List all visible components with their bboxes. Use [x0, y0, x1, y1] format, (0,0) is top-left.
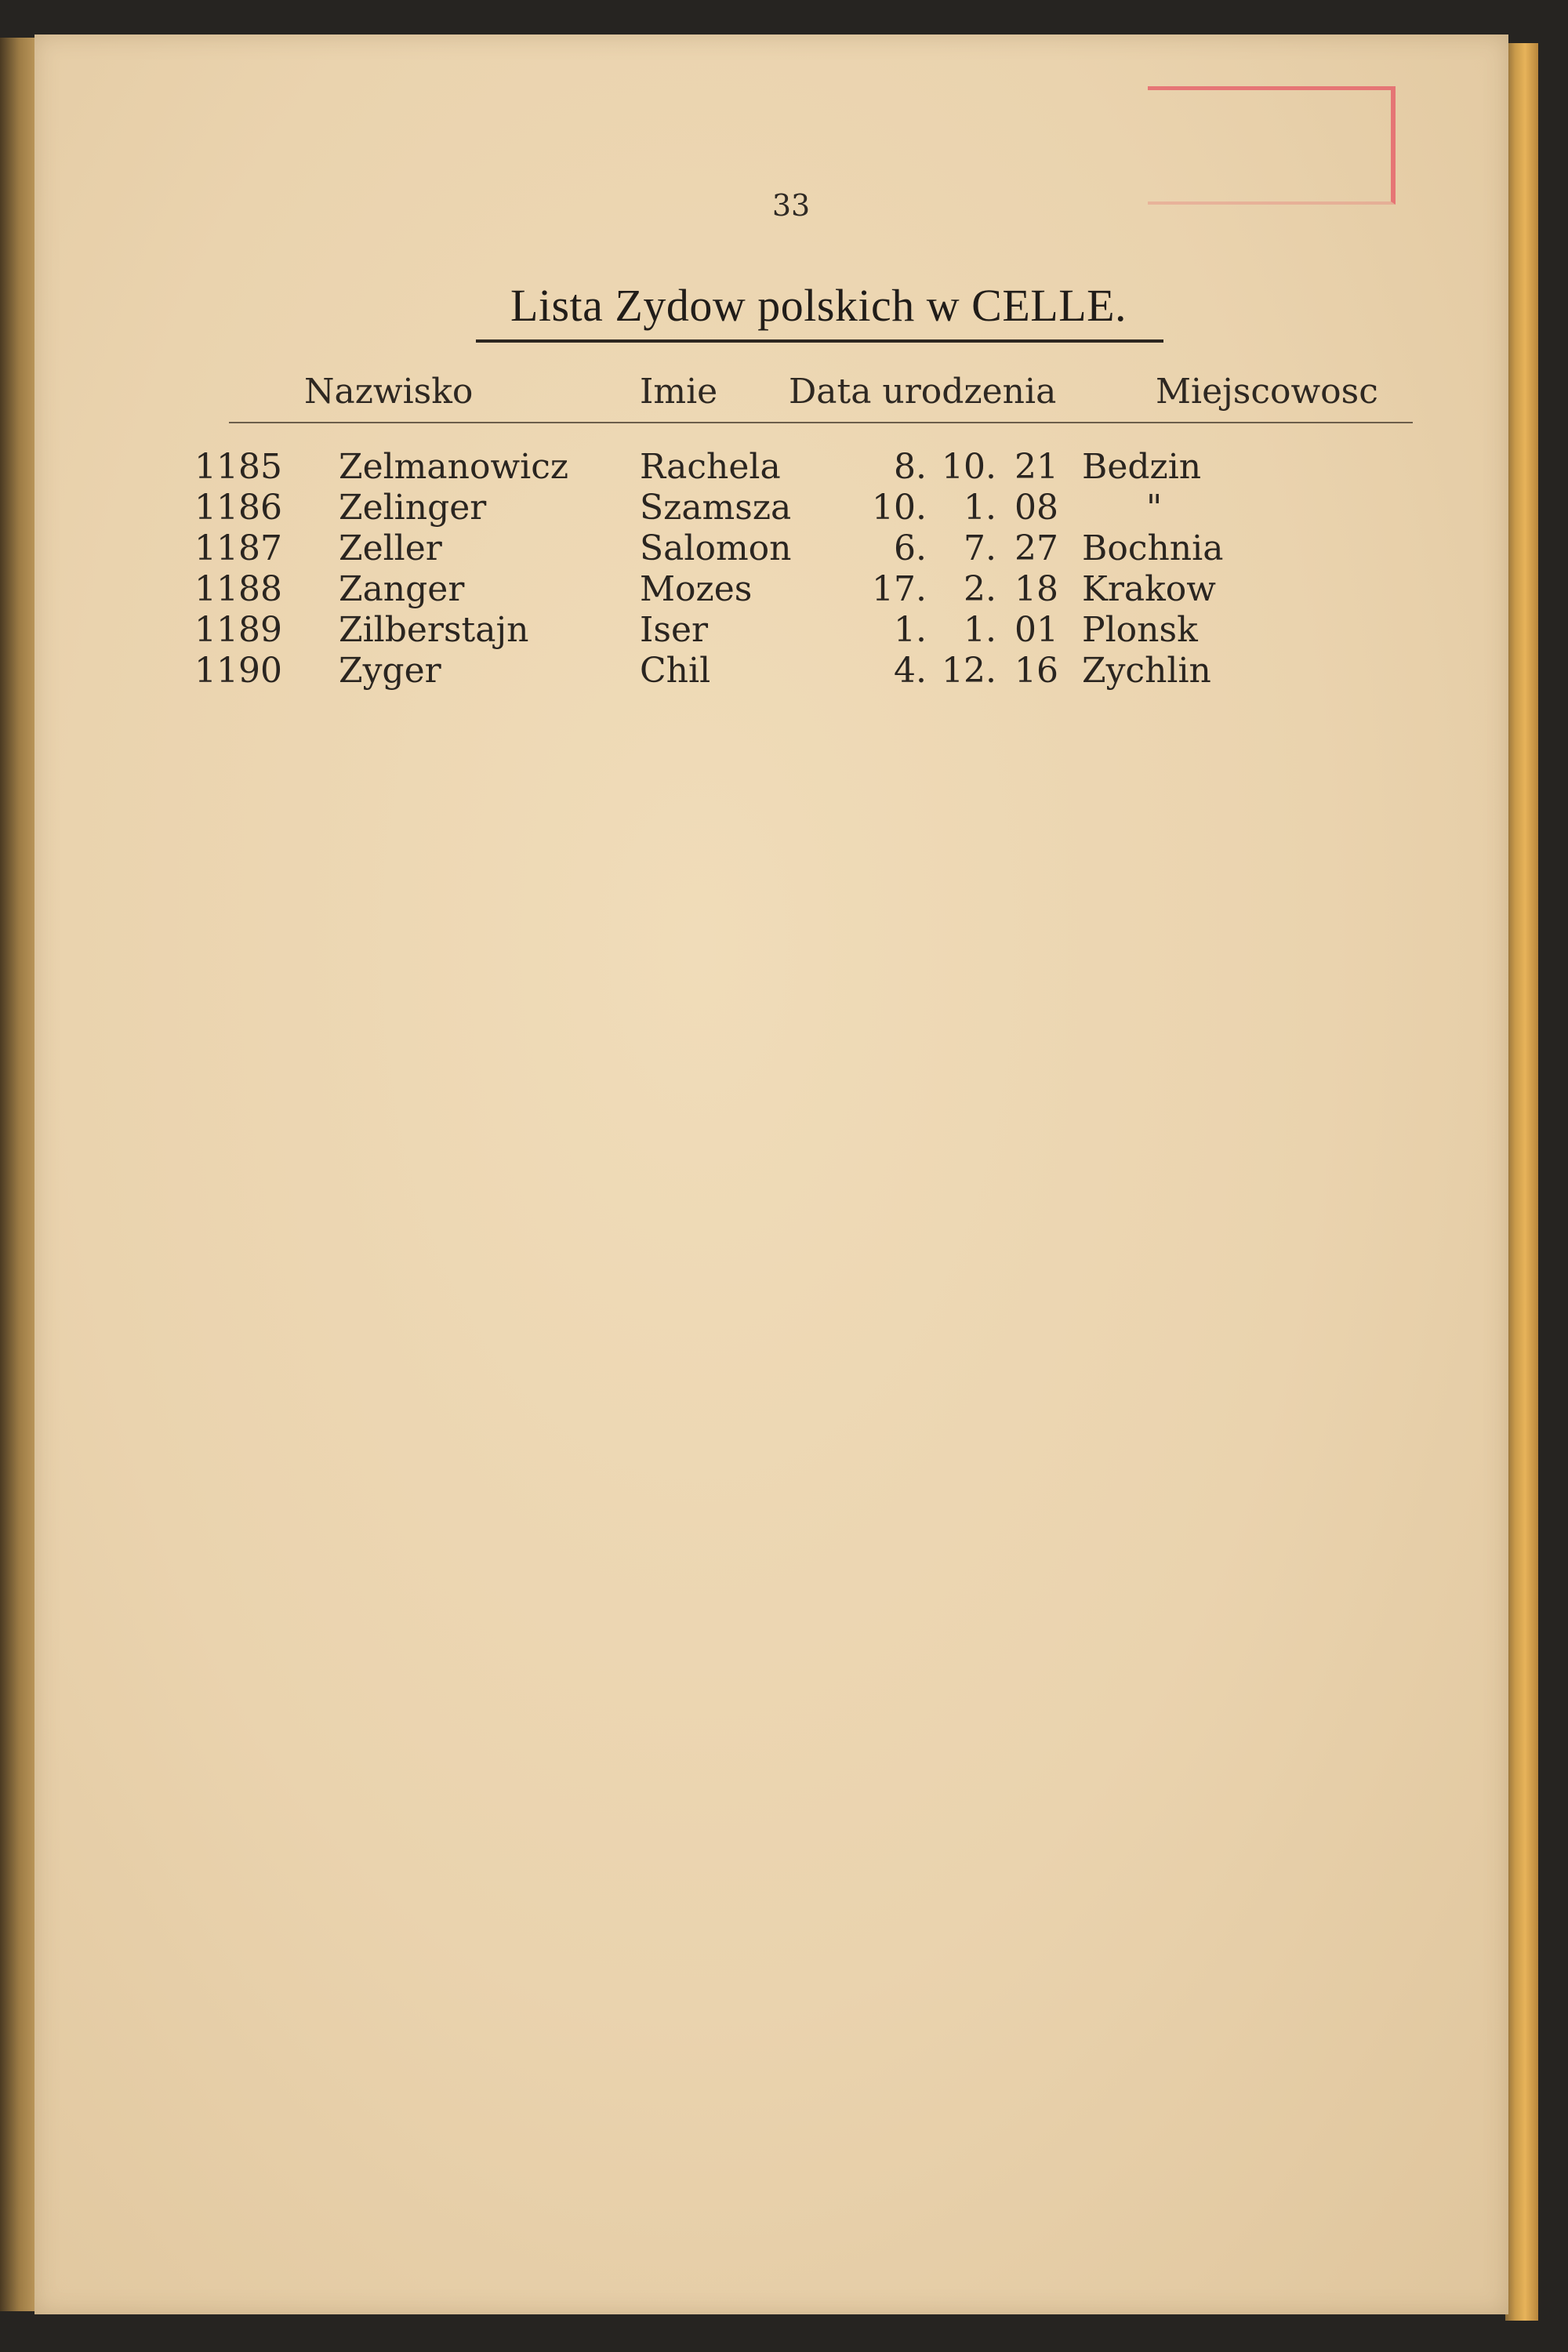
birth-year: 18	[1014, 569, 1058, 609]
birth-year: 16	[1014, 651, 1058, 691]
birth-day: 6.	[894, 528, 927, 568]
birth-year: 27	[1014, 528, 1058, 568]
birth-month: 12.	[942, 651, 996, 691]
place-ditto-mark: "	[1146, 488, 1163, 528]
row-number: 1189	[194, 610, 282, 650]
birth-month: 7.	[964, 528, 996, 568]
title-underline	[476, 339, 1163, 343]
red-stamp-mark	[1148, 86, 1396, 205]
page-number: 33	[771, 188, 811, 223]
table-row	[34, 447, 1508, 488]
page-title: Lista Zydow polskich w CELLE.	[510, 280, 1127, 331]
document-page	[34, 34, 1508, 2314]
place: Bedzin	[1082, 447, 1202, 487]
first-name: Mozes	[640, 569, 753, 609]
surname: Zanger	[339, 569, 465, 609]
first-name: Salomon	[640, 528, 792, 568]
first-name: Chil	[640, 651, 711, 691]
column-header-surname: Nazwisko	[304, 372, 474, 412]
place: Krakow	[1082, 569, 1216, 609]
row-number: 1188	[194, 569, 282, 609]
place: Zychlin	[1082, 651, 1211, 691]
place: Plonsk	[1082, 610, 1198, 650]
table-row	[34, 569, 1508, 610]
birth-year: 21	[1014, 447, 1058, 487]
birth-day: 1.	[894, 610, 927, 650]
place: Bochnia	[1082, 528, 1224, 568]
birth-day: 10.	[872, 488, 927, 528]
birth-day: 17.	[872, 569, 927, 609]
table-row	[34, 528, 1508, 569]
row-number: 1190	[194, 651, 282, 691]
row-number: 1187	[194, 528, 282, 568]
birth-month: 2.	[964, 569, 996, 609]
birth-day: 4.	[894, 651, 927, 691]
table-row	[34, 610, 1508, 651]
birth-year: 08	[1014, 488, 1058, 528]
birth-year: 01	[1014, 610, 1058, 650]
birth-month: 1.	[964, 488, 996, 528]
birth-month: 10.	[942, 447, 996, 487]
surname: Zyger	[339, 651, 441, 691]
first-name: Iser	[640, 610, 709, 650]
first-name: Szamsza	[640, 488, 792, 528]
birth-day: 8.	[894, 447, 927, 487]
surname: Zelmanowicz	[339, 447, 569, 487]
column-header-birth-date: Data urodzenia	[789, 372, 1057, 412]
surname: Zeller	[339, 528, 442, 568]
column-header-place: Miejscowosc	[1156, 372, 1378, 412]
table-row	[34, 651, 1508, 691]
row-number: 1186	[194, 488, 282, 528]
birth-month: 1.	[964, 610, 996, 650]
column-header-first-name: Imie	[640, 372, 718, 412]
table-row	[34, 488, 1508, 528]
page-stack-edge	[1505, 43, 1538, 2321]
surname: Zilberstajn	[339, 610, 529, 650]
surname: Zelinger	[339, 488, 487, 528]
book-spine-edge	[0, 38, 34, 2311]
row-number: 1185	[194, 447, 282, 487]
header-divider	[229, 422, 1413, 423]
first-name: Rachela	[640, 447, 781, 487]
